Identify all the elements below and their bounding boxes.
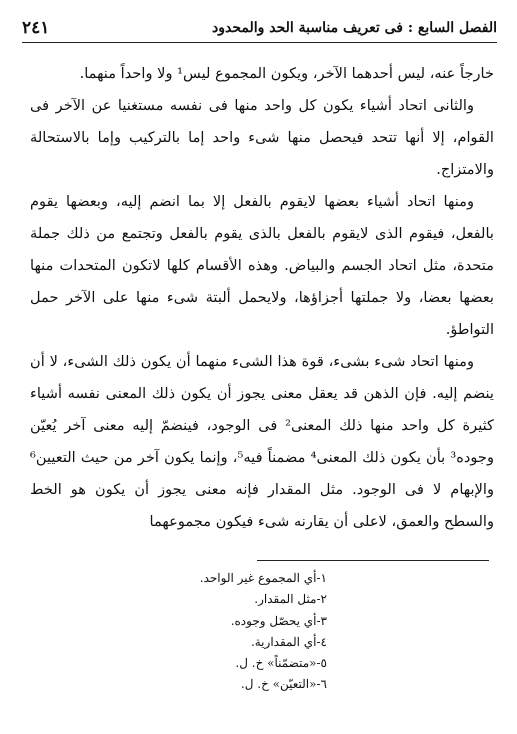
footnote: ٦-«التعيّن» خ. ل. xyxy=(240,677,327,692)
footnote: ١-أي المجموع غير الواحد. xyxy=(199,571,327,585)
footnotes xyxy=(27,568,327,696)
footnote: ٣-أي يحصّل وجوده. xyxy=(230,613,327,628)
footnote: ٤-أي المقدارية. xyxy=(250,634,327,649)
main-text xyxy=(30,58,494,558)
paragraph: خارجاً عنه، ليس أحدهما الآخر، ويكون المجموع ليس¹ ولا واحداً منهما. xyxy=(79,65,494,82)
page-number: ٢٤١ xyxy=(22,18,50,38)
footnote-separator xyxy=(257,560,489,561)
running-title: الفصل السابع : فى تعريف مناسبة الحد والمحدود xyxy=(211,20,497,36)
paragraph: ومنها اتحاد أشياء بعضها لايقوم بالفعل إلا بما انضم إليه، وبعضها يقوم بالفعل، فيقوم الذى لايقوم بالفعل بالذى يقوم بالفعل وتجتمع من ذلك جملة متحدة، مثل اتحاد الجسم والبياض. وهذه الأقسام كلها لاتكون المتحدات منها بعضها بعضا، ولا جملتها أجزاؤها، ولايحمل ألبتة شىء منها على الآخر حمل التواطؤ. xyxy=(30,193,494,338)
paragraph: والثانى اتحاد أشياء يكون كل واحد منها فى نفسه مستغنيا عن الآخر فى القوام، إلا أنها تتحد فيحصل منها شىء واحد إما بالتركيب وإما بالاستحالة والامتزاج. xyxy=(30,97,494,178)
footnote: ٥-«متضمّناً» خ. ل. xyxy=(235,656,327,671)
page-header xyxy=(22,14,497,43)
footnote: ٢-مثل المقدار. xyxy=(254,592,327,607)
paragraph: ومنها اتحاد شىء بشىء، قوة هذا الشىء منهما أن يكون ذلك الشىء، لا أن ينضم إليه. فإن الذهن قد يعقل معنى يجوز أن يكون ذلك المعنى نفسه أشياء كثيرة كل واحد منها ذلك المعنى² فى الوجود، فينضمّ إليه معنى آخر يُعيّن وجوده³ بأن يكون ذلك المعنى⁴ مضمناً فيه⁵، وإنما يكون آخر من حيث التعيين⁶ والإبهام لا فى الوجود. مثل المقدار فإنه معنى يجوز أن يكون هو الخط والسطح والعمق، لاعلى أن يقارنه شىء فيكون مجموعهما xyxy=(30,353,494,530)
